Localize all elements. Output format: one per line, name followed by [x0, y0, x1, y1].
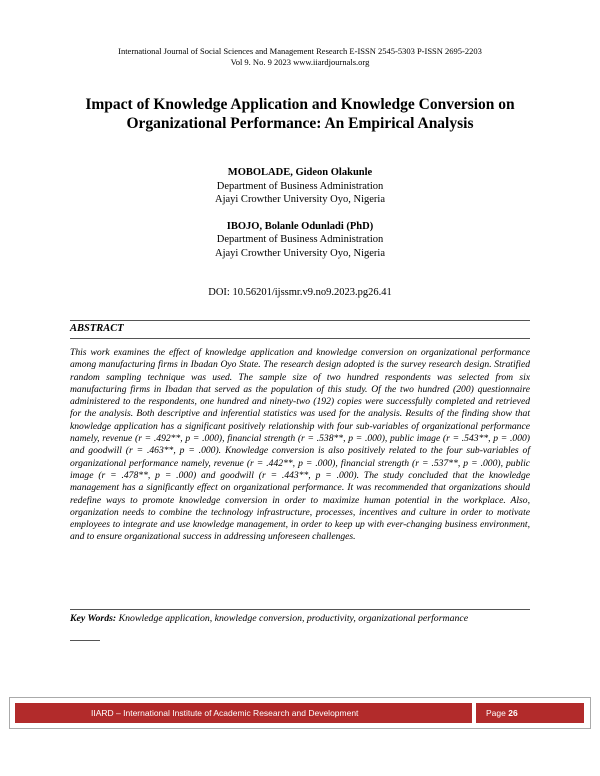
keywords-text: Knowledge application, knowledge conversion, productivity, organizational performance — [118, 613, 469, 624]
keywords-label: Key Words: — [70, 613, 117, 624]
author-name: IBOJO, Bolanle Odunladi (PhD) — [226, 220, 374, 232]
abstract-text: This work examines the effect of knowledge application and knowledge conversion on organizational performance among manufacturing firms in Ibadan Oyo State. The research design adopted is the survey research design. Stratified random sampling technique was used. The sample size of two hundred respondents was selected from six manufacturing firms in Ibadan that served as the population of this study. Of the two hundred (200) questionnaire administered to the respondents, one hundred and ninety-two (192) copies were successfully completed and retrieved for the analysis. Both descriptive and inferential statistics was used for the analysis. Results of the finding show that knowledge application has a significant positively relationship with four sub-variables of organizational performance namely, revenue (r = .492**, p = .000), financial strength (r = .538**, p = .000), public image (r = .543**, p = .000) and goodwill (r = .463**, p = .000). Knowledge conversion is also positively related to the four sub-variables of organizational performance namely, revenue (r = .442**, p = .000), financial strength (r = .537**, p = .000), public image (r = .478**, p = .000) and goodwill (r = .443**, p = .000). The study concluded that the knowledge management has a significantly effect on organizational performance. It was recommended that organizations should redefine ways to promote knowledge conversion in order to maximize human potential in the workplace. Also, organization needs to combine the technology infrastructure, processes, incentives and culture in order to motivate employees to integrate and use knowledge management, in order to keep up with ever-changing business environment, and to ensure organizational success in addressing unforeseen challenges. — [70, 347, 530, 543]
footer-institute: IIARD – International Institute of Academic Research and Development — [15, 703, 472, 723]
journal-header-line2: Vol 9. No. 9 2023 www.iiardjournals.org — [230, 57, 370, 67]
author-block — [60, 220, 540, 261]
abstract-heading: ABSTRACT — [70, 323, 124, 334]
journal-header-line1: International Journal of Social Sciences and Management Research E-ISSN 2545-5303 P-ISSN 2695-2203 — [118, 46, 482, 56]
keywords — [70, 613, 530, 626]
divider — [70, 338, 530, 339]
author-department: Department of Business Administration — [216, 234, 384, 245]
author-block — [60, 166, 540, 207]
page-footer — [9, 697, 591, 729]
author-institution: Ajayi Crowther University Oyo, Nigeria — [214, 194, 385, 205]
page-number: 26 — [508, 708, 518, 718]
page-label: Page — [486, 708, 506, 718]
author-list — [60, 166, 540, 273]
author-department: Department of Business Administration — [216, 180, 384, 192]
journal-header — [60, 46, 540, 68]
divider — [70, 609, 530, 610]
paper-title: Impact of Knowledge Application and Knowledge Conversion on Organizational Performance: An Empirical Analysis — [85, 96, 515, 132]
author-name: MOBOLADE, Gideon Olakunle — [227, 167, 373, 178]
divider — [70, 640, 100, 641]
divider — [70, 320, 530, 321]
doi-link[interactable]: DOI: 10.56201/ijssmr.v9.no9.2023.pg26.41 — [208, 287, 392, 298]
author-institution: Ajayi Crowther University Oyo, Nigeria — [214, 247, 385, 259]
footer-page — [476, 703, 584, 723]
